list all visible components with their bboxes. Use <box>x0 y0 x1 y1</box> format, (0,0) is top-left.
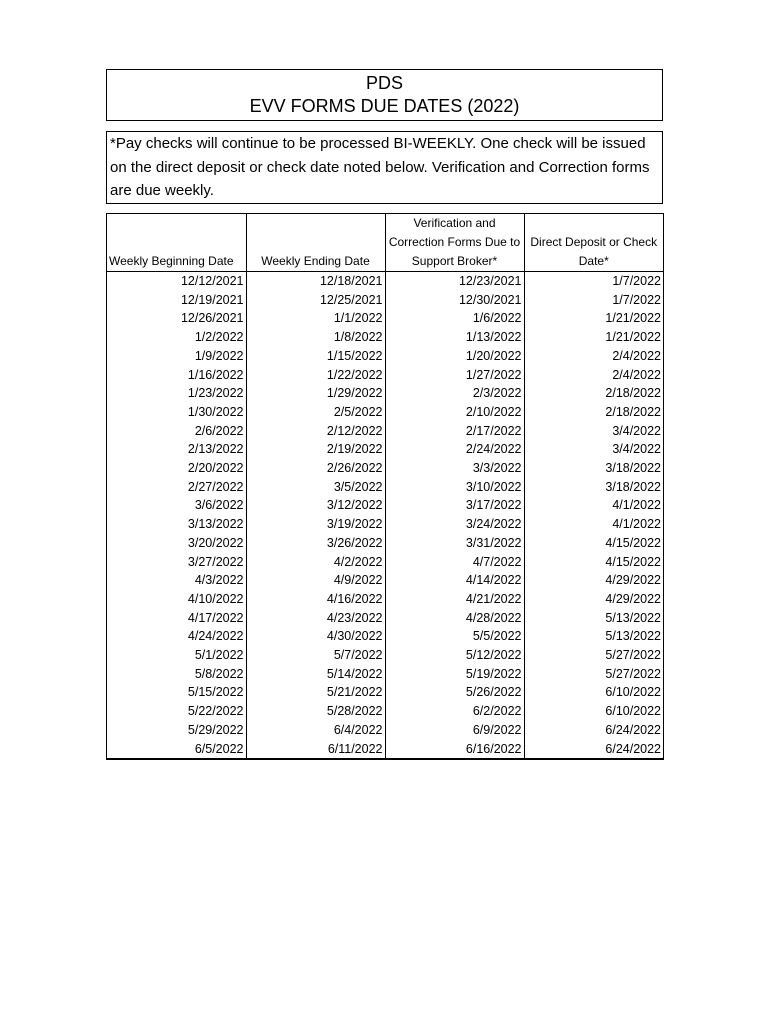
table-row <box>107 422 663 441</box>
table-row <box>107 309 663 328</box>
cell-beginning-date: 1/2/2022 <box>107 328 246 347</box>
cell-beginning-date: 12/19/2021 <box>107 291 246 310</box>
cell-deposit-date: 4/15/2022 <box>605 535 661 550</box>
title-box <box>106 69 663 121</box>
cell-beginning-date: 3/20/2022 <box>107 534 246 553</box>
cell-beginning-date: 2/27/2022 <box>107 478 246 497</box>
cell-deposit-date: 1/21/2022 <box>605 311 661 326</box>
cell-beginning-date: 3/6/2022 <box>107 496 246 515</box>
cell-deposit-date: 4/29/2022 <box>605 573 661 588</box>
header-direct-deposit-date: Direct Deposit or Check Date* <box>524 214 663 272</box>
cell-beginning-date: 5/15/2022 <box>107 683 246 702</box>
cell-forms-due: 1/6/2022 <box>385 309 524 328</box>
cell-forms-due: 1/13/2022 <box>385 328 524 347</box>
cell-forms-due: 3/31/2022 <box>385 534 524 553</box>
cell-beginning-date: 3/27/2022 <box>107 553 246 572</box>
cell-forms-due: 2/10/2022 <box>385 403 524 422</box>
cell-forms-due: 5/19/2022 <box>385 665 524 684</box>
title-line-1: PDS <box>365 73 403 93</box>
cell-forms-due: 6/9/2022 <box>385 721 524 740</box>
cell-deposit-date: 2/18/2022 <box>605 404 661 419</box>
cell-ending-date: 4/30/2022 <box>246 627 385 646</box>
cell-ending-date: 4/9/2022 <box>246 571 385 590</box>
cell-deposit-date: 6/10/2022 <box>605 685 661 700</box>
cell-ending-date: 1/29/2022 <box>246 384 385 403</box>
cell-deposit-date: 6/10/2022 <box>605 704 661 719</box>
cell-ending-date: 4/2/2022 <box>246 553 385 572</box>
cell-ending-date: 3/5/2022 <box>246 478 385 497</box>
table-row <box>107 403 663 422</box>
cell-ending-date: 1/1/2022 <box>246 309 385 328</box>
header-weekly-ending-date: Weekly Ending Date <box>246 214 385 272</box>
cell-beginning-date: 4/24/2022 <box>107 627 246 646</box>
table-row <box>107 272 663 291</box>
cell-deposit-date: 6/24/2022 <box>605 741 661 756</box>
cell-deposit-date: 4/1/2022 <box>612 498 661 513</box>
note-box <box>106 131 663 204</box>
cell-beginning-date: 2/13/2022 <box>107 440 246 459</box>
cell-ending-date: 1/8/2022 <box>246 328 385 347</box>
cell-forms-due: 1/27/2022 <box>385 366 524 385</box>
cell-forms-due: 2/24/2022 <box>385 440 524 459</box>
cell-deposit-date: 6/24/2022 <box>605 722 661 737</box>
cell-deposit-date: 2/4/2022 <box>612 367 661 382</box>
cell-deposit-date: 1/7/2022 <box>612 292 661 307</box>
cell-deposit-date: 5/27/2022 <box>605 648 661 663</box>
table-row <box>107 347 663 366</box>
cell-forms-due: 6/16/2022 <box>385 740 524 759</box>
table-row <box>107 702 663 721</box>
cell-beginning-date: 5/22/2022 <box>107 702 246 721</box>
cell-deposit-date: 2/18/2022 <box>605 386 661 401</box>
cell-forms-due: 2/3/2022 <box>385 384 524 403</box>
cell-beginning-date: 1/16/2022 <box>107 366 246 385</box>
cell-forms-due: 3/3/2022 <box>385 459 524 478</box>
cell-beginning-date: 5/8/2022 <box>107 665 246 684</box>
due-dates-table <box>106 213 664 760</box>
cell-ending-date: 6/11/2022 <box>246 740 385 759</box>
cell-deposit-date: 4/1/2022 <box>612 517 661 532</box>
table-row <box>107 571 663 590</box>
cell-beginning-date: 1/23/2022 <box>107 384 246 403</box>
cell-ending-date: 2/19/2022 <box>246 440 385 459</box>
cell-deposit-date: 5/27/2022 <box>605 666 661 681</box>
table-row <box>107 478 663 497</box>
cell-beginning-date: 3/13/2022 <box>107 515 246 534</box>
cell-beginning-date: 2/20/2022 <box>107 459 246 478</box>
cell-deposit-date: 3/18/2022 <box>605 479 661 494</box>
cell-ending-date: 2/26/2022 <box>246 459 385 478</box>
cell-deposit-date: 1/21/2022 <box>605 330 661 345</box>
cell-forms-due: 12/23/2021 <box>385 272 524 291</box>
cell-forms-due: 4/14/2022 <box>385 571 524 590</box>
cell-deposit-date: 3/18/2022 <box>605 461 661 476</box>
table-row <box>107 366 663 385</box>
table-row <box>107 384 663 403</box>
cell-deposit-date: 4/29/2022 <box>605 591 661 606</box>
cell-ending-date: 5/14/2022 <box>246 665 385 684</box>
header-weekly-beginning-date: Weekly Beginning Date <box>107 214 246 272</box>
cell-beginning-date: 4/3/2022 <box>107 571 246 590</box>
cell-ending-date: 4/23/2022 <box>246 609 385 628</box>
cell-ending-date: 1/22/2022 <box>246 366 385 385</box>
table-row <box>107 496 663 515</box>
cell-deposit-date: 5/13/2022 <box>605 629 661 644</box>
cell-ending-date: 2/5/2022 <box>246 403 385 422</box>
cell-beginning-date: 12/12/2021 <box>107 272 246 291</box>
cell-forms-due: 3/17/2022 <box>385 496 524 515</box>
cell-deposit-date: 3/4/2022 <box>612 423 661 438</box>
cell-forms-due: 3/10/2022 <box>385 478 524 497</box>
cell-forms-due: 12/30/2021 <box>385 291 524 310</box>
cell-forms-due: 4/21/2022 <box>385 590 524 609</box>
cell-forms-due: 5/5/2022 <box>385 627 524 646</box>
note-text: *Pay checks will continue to be processed BI-WEEKLY. One check will be issued on the direct deposit or check date noted below. Verification and Correction forms are due weekly. <box>110 135 650 199</box>
table-row <box>107 328 663 347</box>
cell-ending-date: 5/21/2022 <box>246 683 385 702</box>
cell-beginning-date: 4/17/2022 <box>107 609 246 628</box>
cell-beginning-date: 5/1/2022 <box>107 646 246 665</box>
table-row <box>107 740 663 759</box>
cell-deposit-date: 2/4/2022 <box>612 348 661 363</box>
cell-beginning-date: 1/9/2022 <box>107 347 246 366</box>
cell-forms-due: 5/12/2022 <box>385 646 524 665</box>
table-row <box>107 440 663 459</box>
table-row <box>107 665 663 684</box>
cell-beginning-date: 2/6/2022 <box>107 422 246 441</box>
cell-forms-due: 5/26/2022 <box>385 683 524 702</box>
table-header-row <box>107 214 663 272</box>
cell-ending-date: 1/15/2022 <box>246 347 385 366</box>
cell-ending-date: 3/26/2022 <box>246 534 385 553</box>
title-line-2: EVV FORMS DUE DATES (2022) <box>249 96 520 116</box>
cell-deposit-date: 1/7/2022 <box>612 274 661 288</box>
table-row <box>107 721 663 740</box>
table-row <box>107 515 663 534</box>
table-body <box>107 272 663 759</box>
cell-ending-date: 12/25/2021 <box>246 291 385 310</box>
cell-ending-date: 5/7/2022 <box>246 646 385 665</box>
cell-forms-due: 4/28/2022 <box>385 609 524 628</box>
table-row <box>107 609 663 628</box>
cell-beginning-date: 4/10/2022 <box>107 590 246 609</box>
cell-deposit-date: 3/4/2022 <box>612 442 661 457</box>
cell-forms-due: 1/20/2022 <box>385 347 524 366</box>
cell-ending-date: 3/12/2022 <box>246 496 385 515</box>
cell-beginning-date: 1/30/2022 <box>107 403 246 422</box>
cell-beginning-date: 6/5/2022 <box>107 740 246 759</box>
cell-ending-date: 5/28/2022 <box>246 702 385 721</box>
cell-ending-date: 4/16/2022 <box>246 590 385 609</box>
table-row <box>107 590 663 609</box>
cell-deposit-date: 4/15/2022 <box>605 554 661 569</box>
header-forms-due: Verification and Correction Forms Due to Support Broker* <box>385 214 524 272</box>
cell-forms-due: 2/17/2022 <box>385 422 524 441</box>
table-row <box>107 459 663 478</box>
table-row <box>107 291 663 310</box>
table-row <box>107 534 663 553</box>
table-row <box>107 646 663 665</box>
cell-ending-date: 2/12/2022 <box>246 422 385 441</box>
table-row <box>107 683 663 702</box>
cell-deposit-date: 5/13/2022 <box>605 610 661 625</box>
cell-ending-date: 3/19/2022 <box>246 515 385 534</box>
cell-ending-date: 12/18/2021 <box>246 272 385 291</box>
cell-beginning-date: 12/26/2021 <box>107 309 246 328</box>
table-row <box>107 627 663 646</box>
cell-ending-date: 6/4/2022 <box>246 721 385 740</box>
cell-forms-due: 3/24/2022 <box>385 515 524 534</box>
cell-forms-due: 4/7/2022 <box>385 553 524 572</box>
cell-forms-due: 6/2/2022 <box>385 702 524 721</box>
cell-beginning-date: 5/29/2022 <box>107 721 246 740</box>
table-row <box>107 553 663 572</box>
